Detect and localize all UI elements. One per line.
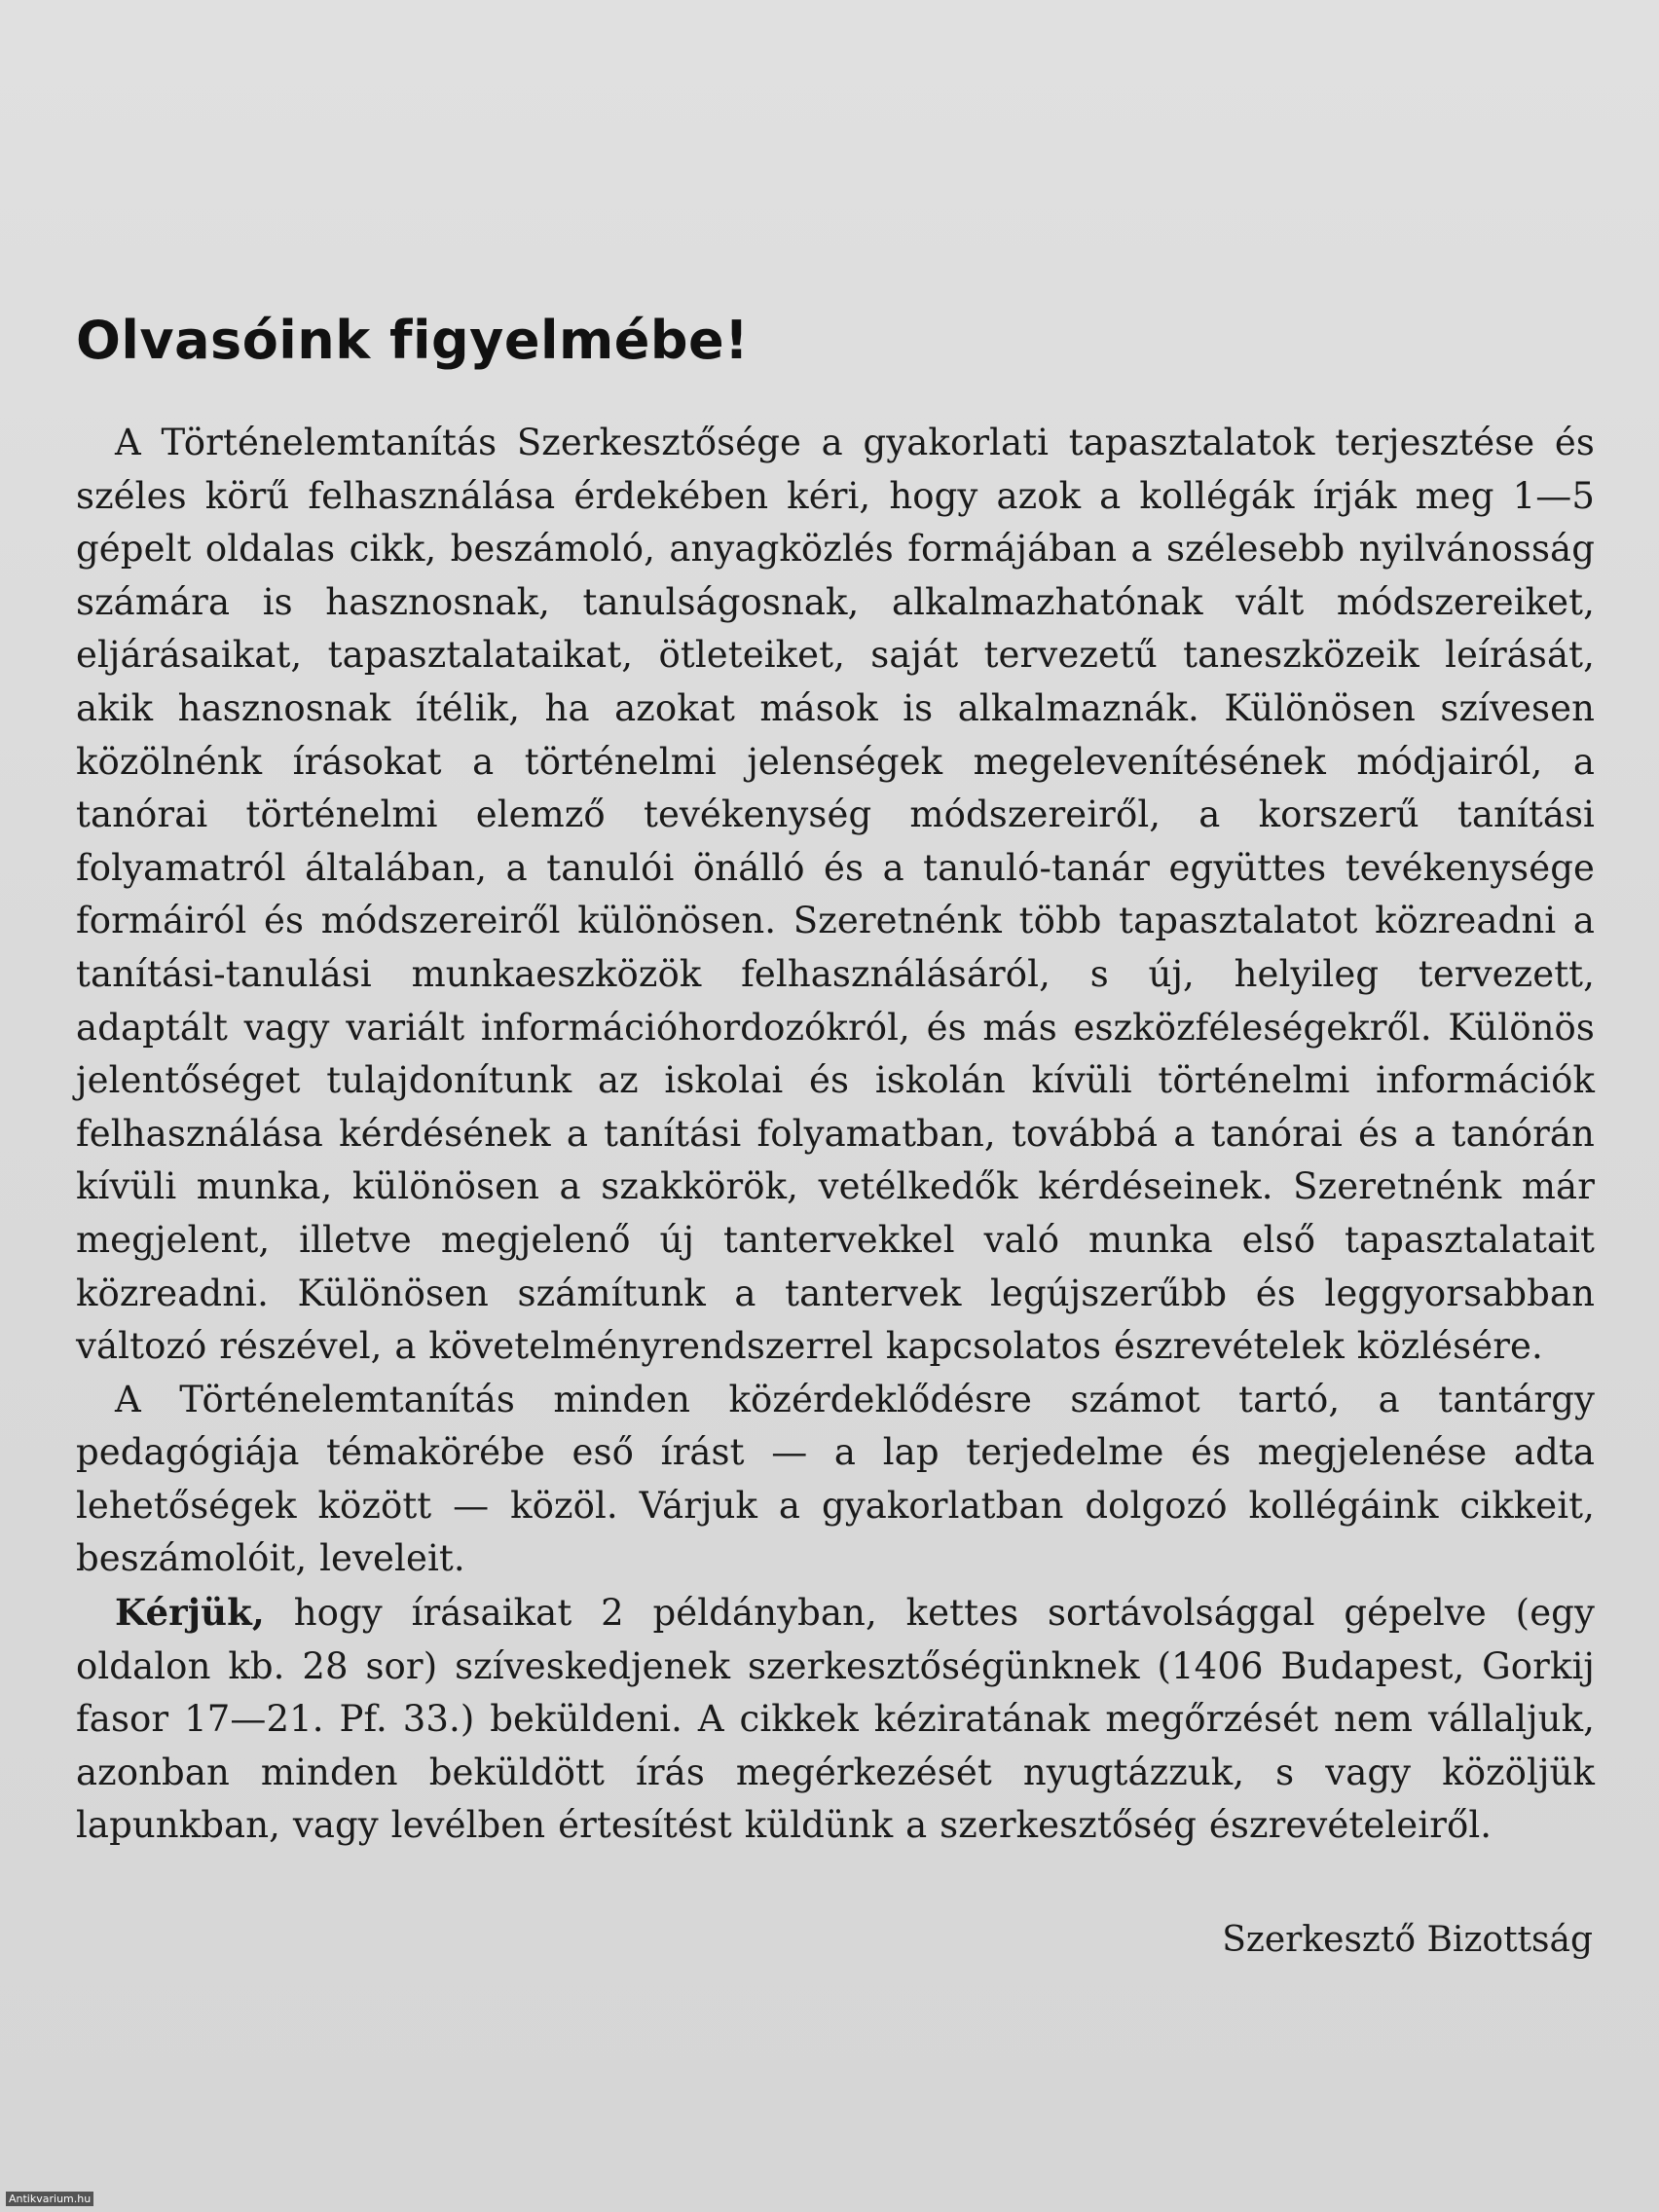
watermark-label: Antikvarium.hu <box>6 2192 93 2206</box>
signature: Szerkesztő Bizottság <box>1222 1920 1593 1960</box>
paragraph-3-lead: Kérjük, <box>115 1591 265 1635</box>
paragraph-1: A Történelemtanítás Szerkesztősége a gyakorlati tapasztalatok terjesztése és széles körű felhasználása érdekében kéri, hogy azok a kollégák írják meg 1—5 gépelt oldalas cikk, beszámoló, anyagközlés formájában a szélesebb nyilvánosság számára is hasznosnak, tanulságosnak, alkalmazhatónak vált módszereiket, eljárásaikat, tapasztalataikat, ötleteiket, saját tervezetű taneszközeik leírását, akik hasznosnak ítélik, ha azokat mások is alkalmaznák. Különösen szívesen közölnénk írásokat a történelmi jelenségek megelevenítésének módjairól, a tanórai történelmi elemző tevékenység módszereiről, a korszerű tanítási folyamatról általában, a tanulói önálló és a tanuló-tanár együttes tevékenysége formáiról és módszereiről különösen. Szeretnénk több tapasztalatot közreadni a tanítási-tanulási munkaeszközök felhasználásáról, s új, helyileg tervezett, adaptált vagy variált információhordozókról, és más eszközféleségekről. Különös jelentőséget tulajdonítunk az iskolai és iskolán kívüli történelmi információk felhasználása kérdésének a tanítási folyamatban, továbbá a tanórai és a tanórán kívüli munka, különösen a szakkörök, vetélkedők kérdéseinek. Szeretnénk már megjelent, illetve megjelenő új tantervekkel való munka első tapasztalatait közreadni. Különösen számítunk a tantervek legújszerűbb és leggyorsabban változó részével, a követelményrendszerrel kapcsolatos észrevételek közlésére. <box>76 422 1595 1368</box>
paragraph-3-text: hogy írásaikat 2 példányban, kettes sortávolsággal gépelve (egy oldalon kb. 28 sor) szíveskedjenek szerkesztőségünknek (1406 Budapest, Gorkij fasor 17—21. Pf. 33.) beküldeni. A cikkek kéziratának megőrzését nem vállaljuk, azonban minden beküldött írás megérkezését nyugtázzuk, s vagy közöljük lapunkban, vagy levélben értesítést küldünk a szerkesztőség észrevételeiről. <box>76 1592 1595 1847</box>
article-body <box>76 417 1595 1853</box>
paragraph-2: A Történelemtanítás minden közérdeklődésre számot tartó, a tantárgy pedagógiája témakörébe eső írást — a lap terjedelme és megjelenése adta lehetőségek között — közöl. Várjuk a gyakorlatban dolgozó kollégáink cikkeit, beszámolóit, leveleit. <box>76 1378 1595 1580</box>
page-title: Olvasóink figyelmébe! <box>76 310 750 371</box>
paragraph-3 <box>76 1586 1595 1853</box>
